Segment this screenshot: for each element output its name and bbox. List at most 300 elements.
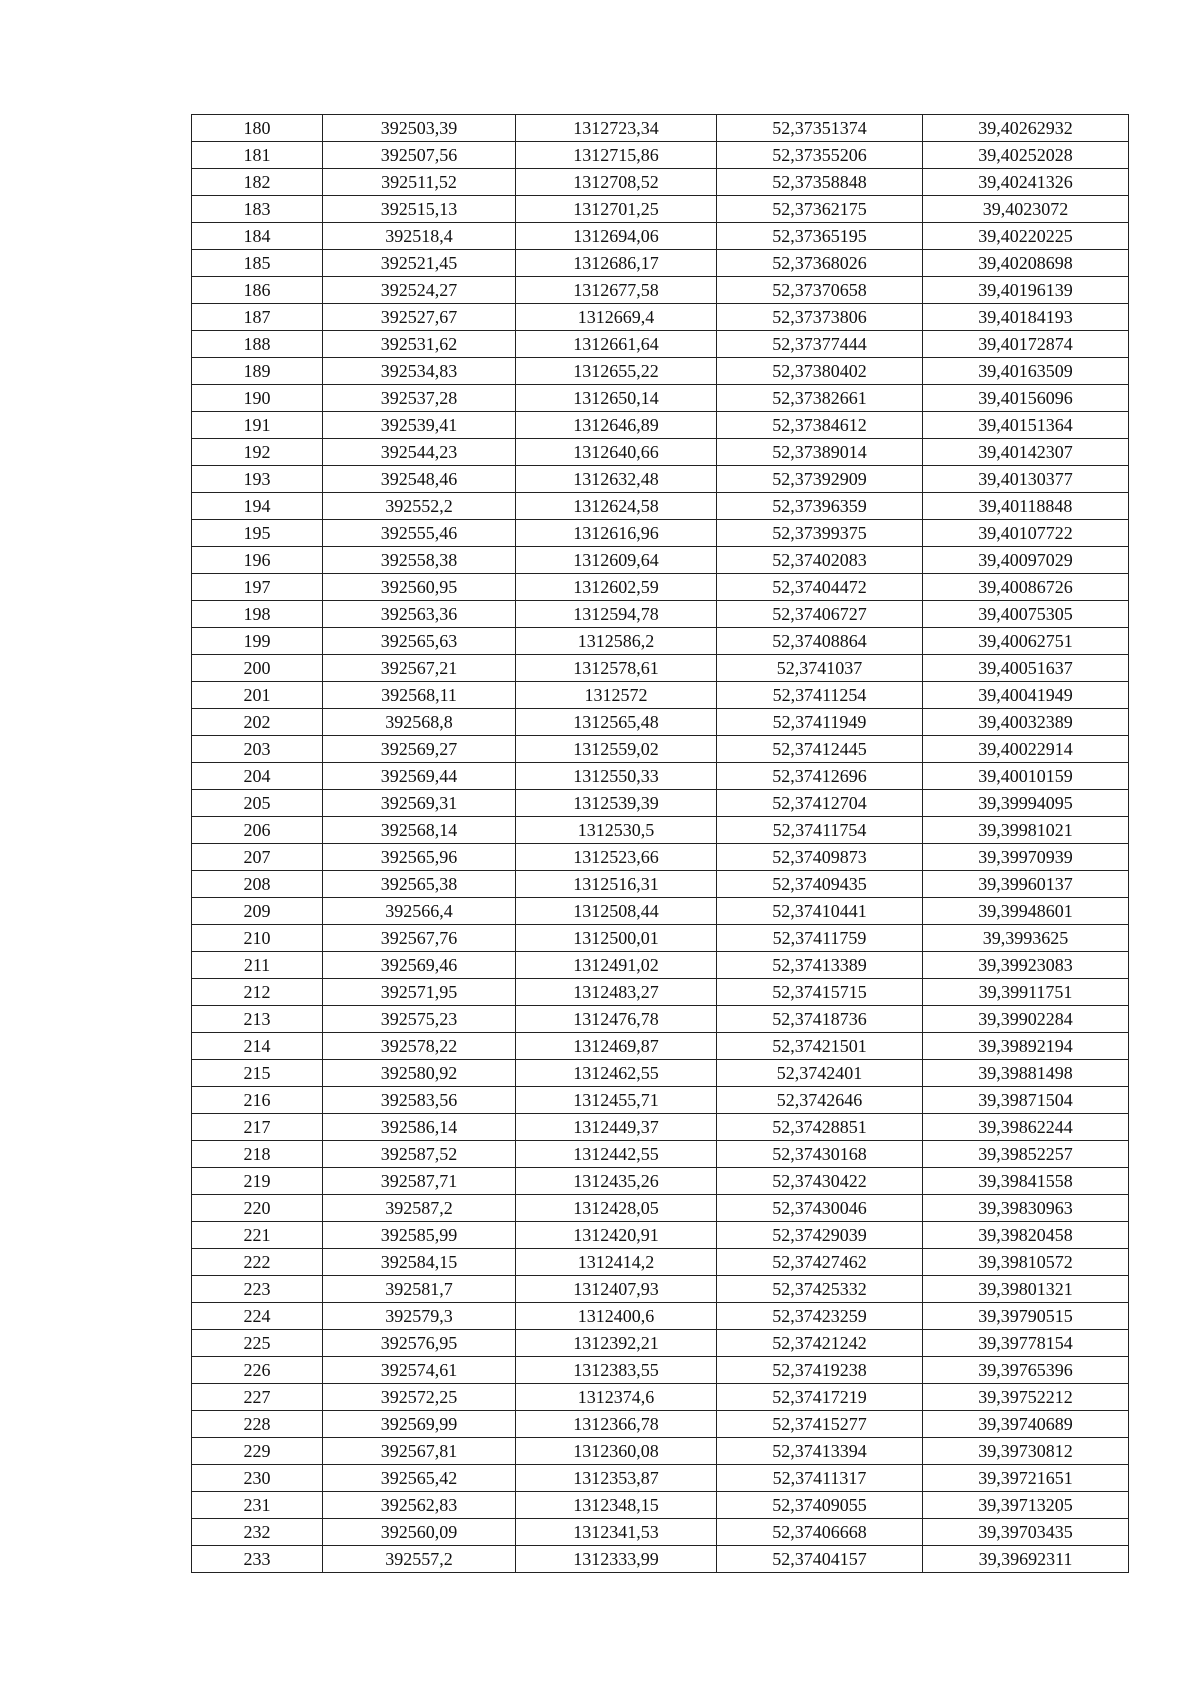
longitude-cell: 39,40163509: [923, 358, 1129, 385]
x-coordinate-cell: 392587,71: [323, 1168, 516, 1195]
latitude-cell: 52,37392909: [717, 466, 923, 493]
x-coordinate-cell: 392567,21: [323, 655, 516, 682]
table-row: [192, 1384, 1129, 1411]
longitude-cell: 39,40130377: [923, 466, 1129, 493]
latitude-cell: 52,37430046: [717, 1195, 923, 1222]
latitude-cell: 52,37423259: [717, 1303, 923, 1330]
point-number-cell: 209: [192, 898, 323, 925]
point-number-cell: 227: [192, 1384, 323, 1411]
longitude-cell: 39,39970939: [923, 844, 1129, 871]
longitude-cell: 39,40156096: [923, 385, 1129, 412]
longitude-cell: 39,39820458: [923, 1222, 1129, 1249]
latitude-cell: 52,37411754: [717, 817, 923, 844]
latitude-cell: 52,37419238: [717, 1357, 923, 1384]
point-number-cell: 217: [192, 1114, 323, 1141]
y-coordinate-cell: 1312374,6: [516, 1384, 717, 1411]
latitude-cell: 52,37358848: [717, 169, 923, 196]
point-number-cell: 193: [192, 466, 323, 493]
x-coordinate-cell: 392527,67: [323, 304, 516, 331]
latitude-cell: 52,37404472: [717, 574, 923, 601]
y-coordinate-cell: 1312462,55: [516, 1060, 717, 1087]
table-row: [192, 1087, 1129, 1114]
point-number-cell: 190: [192, 385, 323, 412]
longitude-cell: 39,39871504: [923, 1087, 1129, 1114]
latitude-cell: 52,37377444: [717, 331, 923, 358]
table-row: [192, 574, 1129, 601]
latitude-cell: 52,37427462: [717, 1249, 923, 1276]
y-coordinate-cell: 1312578,61: [516, 655, 717, 682]
latitude-cell: 52,37412704: [717, 790, 923, 817]
y-coordinate-cell: 1312414,2: [516, 1249, 717, 1276]
point-number-cell: 210: [192, 925, 323, 952]
point-number-cell: 232: [192, 1519, 323, 1546]
x-coordinate-cell: 392571,95: [323, 979, 516, 1006]
latitude-cell: 52,37413394: [717, 1438, 923, 1465]
y-coordinate-cell: 1312609,64: [516, 547, 717, 574]
x-coordinate-cell: 392563,36: [323, 601, 516, 628]
table-row: [192, 1168, 1129, 1195]
point-number-cell: 191: [192, 412, 323, 439]
table-row: [192, 439, 1129, 466]
point-number-cell: 230: [192, 1465, 323, 1492]
table-row: [192, 520, 1129, 547]
x-coordinate-cell: 392558,38: [323, 547, 516, 574]
x-coordinate-cell: 392581,7: [323, 1276, 516, 1303]
longitude-cell: 39,40075305: [923, 601, 1129, 628]
y-coordinate-cell: 1312539,39: [516, 790, 717, 817]
longitude-cell: 39,39862244: [923, 1114, 1129, 1141]
x-coordinate-cell: 392568,8: [323, 709, 516, 736]
point-number-cell: 195: [192, 520, 323, 547]
longitude-cell: 39,40086726: [923, 574, 1129, 601]
point-number-cell: 187: [192, 304, 323, 331]
point-number-cell: 181: [192, 142, 323, 169]
longitude-cell: 39,40142307: [923, 439, 1129, 466]
y-coordinate-cell: 1312646,89: [516, 412, 717, 439]
latitude-cell: 52,37355206: [717, 142, 923, 169]
latitude-cell: 52,37406727: [717, 601, 923, 628]
table-row: [192, 1033, 1129, 1060]
table-row: [192, 952, 1129, 979]
y-coordinate-cell: 1312523,66: [516, 844, 717, 871]
longitude-cell: 39,39810572: [923, 1249, 1129, 1276]
point-number-cell: 219: [192, 1168, 323, 1195]
point-number-cell: 229: [192, 1438, 323, 1465]
table-row: [192, 1195, 1129, 1222]
table-row: [192, 358, 1129, 385]
table-row: [192, 1222, 1129, 1249]
x-coordinate-cell: 392566,4: [323, 898, 516, 925]
x-coordinate-cell: 392584,15: [323, 1249, 516, 1276]
latitude-cell: 52,37382661: [717, 385, 923, 412]
table-row: [192, 493, 1129, 520]
point-number-cell: 208: [192, 871, 323, 898]
table-row: [192, 1411, 1129, 1438]
x-coordinate-cell: 392518,4: [323, 223, 516, 250]
x-coordinate-cell: 392507,56: [323, 142, 516, 169]
table-row: [192, 736, 1129, 763]
y-coordinate-cell: 1312491,02: [516, 952, 717, 979]
x-coordinate-cell: 392579,3: [323, 1303, 516, 1330]
longitude-cell: 39,39923083: [923, 952, 1129, 979]
table-row: [192, 331, 1129, 358]
table-row: [192, 1465, 1129, 1492]
point-number-cell: 184: [192, 223, 323, 250]
longitude-cell: 39,39994095: [923, 790, 1129, 817]
y-coordinate-cell: 1312624,58: [516, 493, 717, 520]
longitude-cell: 39,39948601: [923, 898, 1129, 925]
latitude-cell: 52,37429039: [717, 1222, 923, 1249]
latitude-cell: 52,3742401: [717, 1060, 923, 1087]
point-number-cell: 183: [192, 196, 323, 223]
point-number-cell: 205: [192, 790, 323, 817]
x-coordinate-cell: 392565,96: [323, 844, 516, 871]
latitude-cell: 52,37413389: [717, 952, 923, 979]
y-coordinate-cell: 1312602,59: [516, 574, 717, 601]
y-coordinate-cell: 1312632,48: [516, 466, 717, 493]
y-coordinate-cell: 1312360,08: [516, 1438, 717, 1465]
x-coordinate-cell: 392574,61: [323, 1357, 516, 1384]
table-row: [192, 1303, 1129, 1330]
latitude-cell: 52,37411254: [717, 682, 923, 709]
table-row: [192, 1276, 1129, 1303]
table-row: [192, 709, 1129, 736]
point-number-cell: 199: [192, 628, 323, 655]
longitude-cell: 39,40151364: [923, 412, 1129, 439]
y-coordinate-cell: 1312469,87: [516, 1033, 717, 1060]
latitude-cell: 52,37430422: [717, 1168, 923, 1195]
longitude-cell: 39,40220225: [923, 223, 1129, 250]
point-number-cell: 221: [192, 1222, 323, 1249]
longitude-cell: 39,39730812: [923, 1438, 1129, 1465]
table-row: [192, 385, 1129, 412]
latitude-cell: 52,37415715: [717, 979, 923, 1006]
x-coordinate-cell: 392562,83: [323, 1492, 516, 1519]
table-row: [192, 115, 1129, 142]
longitude-cell: 39,39892194: [923, 1033, 1129, 1060]
latitude-cell: 52,37370658: [717, 277, 923, 304]
y-coordinate-cell: 1312677,58: [516, 277, 717, 304]
point-number-cell: 206: [192, 817, 323, 844]
x-coordinate-cell: 392531,62: [323, 331, 516, 358]
latitude-cell: 52,37404157: [717, 1546, 923, 1573]
latitude-cell: 52,37409055: [717, 1492, 923, 1519]
y-coordinate-cell: 1312550,33: [516, 763, 717, 790]
table-row: [192, 1546, 1129, 1573]
longitude-cell: 39,39778154: [923, 1330, 1129, 1357]
latitude-cell: 52,37384612: [717, 412, 923, 439]
table-row: [192, 628, 1129, 655]
y-coordinate-cell: 1312572: [516, 682, 717, 709]
longitude-cell: 39,40208698: [923, 250, 1129, 277]
point-number-cell: 185: [192, 250, 323, 277]
y-coordinate-cell: 1312516,31: [516, 871, 717, 898]
table-row: [192, 1060, 1129, 1087]
point-number-cell: 218: [192, 1141, 323, 1168]
longitude-cell: 39,40041949: [923, 682, 1129, 709]
y-coordinate-cell: 1312455,71: [516, 1087, 717, 1114]
point-number-cell: 182: [192, 169, 323, 196]
longitude-cell: 39,39881498: [923, 1060, 1129, 1087]
y-coordinate-cell: 1312508,44: [516, 898, 717, 925]
point-number-cell: 215: [192, 1060, 323, 1087]
table-row: [192, 466, 1129, 493]
x-coordinate-cell: 392534,83: [323, 358, 516, 385]
x-coordinate-cell: 392555,46: [323, 520, 516, 547]
point-number-cell: 225: [192, 1330, 323, 1357]
table-row: [192, 682, 1129, 709]
point-number-cell: 223: [192, 1276, 323, 1303]
y-coordinate-cell: 1312701,25: [516, 196, 717, 223]
table-row: [192, 223, 1129, 250]
table-row: [192, 817, 1129, 844]
y-coordinate-cell: 1312353,87: [516, 1465, 717, 1492]
latitude-cell: 52,37421242: [717, 1330, 923, 1357]
latitude-cell: 52,37428851: [717, 1114, 923, 1141]
x-coordinate-cell: 392576,95: [323, 1330, 516, 1357]
table-row: [192, 1492, 1129, 1519]
y-coordinate-cell: 1312715,86: [516, 142, 717, 169]
table-row: [192, 1519, 1129, 1546]
table-row: [192, 1330, 1129, 1357]
x-coordinate-cell: 392524,27: [323, 277, 516, 304]
latitude-cell: 52,37362175: [717, 196, 923, 223]
latitude-cell: 52,37351374: [717, 115, 923, 142]
point-number-cell: 231: [192, 1492, 323, 1519]
latitude-cell: 52,37373806: [717, 304, 923, 331]
latitude-cell: 52,37396359: [717, 493, 923, 520]
point-number-cell: 196: [192, 547, 323, 574]
longitude-cell: 39,39752212: [923, 1384, 1129, 1411]
latitude-cell: 52,37412696: [717, 763, 923, 790]
y-coordinate-cell: 1312341,53: [516, 1519, 717, 1546]
latitude-cell: 52,3741037: [717, 655, 923, 682]
x-coordinate-cell: 392548,46: [323, 466, 516, 493]
table-row: [192, 763, 1129, 790]
point-number-cell: 211: [192, 952, 323, 979]
y-coordinate-cell: 1312708,52: [516, 169, 717, 196]
x-coordinate-cell: 392503,39: [323, 115, 516, 142]
table-row: [192, 1006, 1129, 1033]
latitude-cell: 52,37406668: [717, 1519, 923, 1546]
y-coordinate-cell: 1312476,78: [516, 1006, 717, 1033]
x-coordinate-cell: 392578,22: [323, 1033, 516, 1060]
latitude-cell: 52,37430168: [717, 1141, 923, 1168]
longitude-cell: 39,4023072: [923, 196, 1129, 223]
y-coordinate-cell: 1312442,55: [516, 1141, 717, 1168]
x-coordinate-cell: 392539,41: [323, 412, 516, 439]
table-row: [192, 547, 1129, 574]
y-coordinate-cell: 1312500,01: [516, 925, 717, 952]
y-coordinate-cell: 1312407,93: [516, 1276, 717, 1303]
point-number-cell: 216: [192, 1087, 323, 1114]
point-number-cell: 212: [192, 979, 323, 1006]
x-coordinate-cell: 392567,76: [323, 925, 516, 952]
longitude-cell: 39,39713205: [923, 1492, 1129, 1519]
latitude-cell: 52,37415277: [717, 1411, 923, 1438]
table-row: [192, 1249, 1129, 1276]
y-coordinate-cell: 1312449,37: [516, 1114, 717, 1141]
x-coordinate-cell: 392587,52: [323, 1141, 516, 1168]
y-coordinate-cell: 1312650,14: [516, 385, 717, 412]
y-coordinate-cell: 1312686,17: [516, 250, 717, 277]
point-number-cell: 200: [192, 655, 323, 682]
coordinates-table: [191, 114, 1129, 1573]
coordinates-table-body: [192, 115, 1129, 1573]
x-coordinate-cell: 392569,27: [323, 736, 516, 763]
longitude-cell: 39,40097029: [923, 547, 1129, 574]
longitude-cell: 39,39721651: [923, 1465, 1129, 1492]
point-number-cell: 194: [192, 493, 323, 520]
longitude-cell: 39,39902284: [923, 1006, 1129, 1033]
point-number-cell: 203: [192, 736, 323, 763]
y-coordinate-cell: 1312420,91: [516, 1222, 717, 1249]
table-row: [192, 655, 1129, 682]
longitude-cell: 39,39852257: [923, 1141, 1129, 1168]
point-number-cell: 233: [192, 1546, 323, 1573]
y-coordinate-cell: 1312661,64: [516, 331, 717, 358]
x-coordinate-cell: 392580,92: [323, 1060, 516, 1087]
latitude-cell: 52,37399375: [717, 520, 923, 547]
y-coordinate-cell: 1312669,4: [516, 304, 717, 331]
point-number-cell: 189: [192, 358, 323, 385]
x-coordinate-cell: 392565,63: [323, 628, 516, 655]
latitude-cell: 52,37410441: [717, 898, 923, 925]
point-number-cell: 188: [192, 331, 323, 358]
y-coordinate-cell: 1312348,15: [516, 1492, 717, 1519]
x-coordinate-cell: 392572,25: [323, 1384, 516, 1411]
point-number-cell: 222: [192, 1249, 323, 1276]
longitude-cell: 39,39981021: [923, 817, 1129, 844]
x-coordinate-cell: 392568,11: [323, 682, 516, 709]
x-coordinate-cell: 392568,14: [323, 817, 516, 844]
x-coordinate-cell: 392552,2: [323, 493, 516, 520]
x-coordinate-cell: 392569,46: [323, 952, 516, 979]
latitude-cell: 52,37411759: [717, 925, 923, 952]
x-coordinate-cell: 392565,38: [323, 871, 516, 898]
table-row: [192, 142, 1129, 169]
longitude-cell: 39,40051637: [923, 655, 1129, 682]
y-coordinate-cell: 1312366,78: [516, 1411, 717, 1438]
longitude-cell: 39,40062751: [923, 628, 1129, 655]
longitude-cell: 39,40241326: [923, 169, 1129, 196]
point-number-cell: 198: [192, 601, 323, 628]
x-coordinate-cell: 392569,44: [323, 763, 516, 790]
table-row: [192, 1114, 1129, 1141]
table-row: [192, 871, 1129, 898]
latitude-cell: 52,37408864: [717, 628, 923, 655]
y-coordinate-cell: 1312723,34: [516, 115, 717, 142]
point-number-cell: 186: [192, 277, 323, 304]
latitude-cell: 52,37418736: [717, 1006, 923, 1033]
longitude-cell: 39,39790515: [923, 1303, 1129, 1330]
y-coordinate-cell: 1312428,05: [516, 1195, 717, 1222]
point-number-cell: 201: [192, 682, 323, 709]
x-coordinate-cell: 392565,42: [323, 1465, 516, 1492]
table-row: [192, 1438, 1129, 1465]
longitude-cell: 39,40107722: [923, 520, 1129, 547]
longitude-cell: 39,39960137: [923, 871, 1129, 898]
table-row: [192, 1141, 1129, 1168]
longitude-cell: 39,40172874: [923, 331, 1129, 358]
latitude-cell: 52,37417219: [717, 1384, 923, 1411]
longitude-cell: 39,39692311: [923, 1546, 1129, 1573]
y-coordinate-cell: 1312333,99: [516, 1546, 717, 1573]
point-number-cell: 228: [192, 1411, 323, 1438]
y-coordinate-cell: 1312400,6: [516, 1303, 717, 1330]
latitude-cell: 52,37380402: [717, 358, 923, 385]
x-coordinate-cell: 392585,99: [323, 1222, 516, 1249]
latitude-cell: 52,37421501: [717, 1033, 923, 1060]
x-coordinate-cell: 392586,14: [323, 1114, 516, 1141]
longitude-cell: 39,39740689: [923, 1411, 1129, 1438]
longitude-cell: 39,40262932: [923, 115, 1129, 142]
longitude-cell: 39,39801321: [923, 1276, 1129, 1303]
longitude-cell: 39,40032389: [923, 709, 1129, 736]
point-number-cell: 224: [192, 1303, 323, 1330]
point-number-cell: 213: [192, 1006, 323, 1033]
table-row: [192, 925, 1129, 952]
y-coordinate-cell: 1312594,78: [516, 601, 717, 628]
y-coordinate-cell: 1312530,5: [516, 817, 717, 844]
x-coordinate-cell: 392569,99: [323, 1411, 516, 1438]
latitude-cell: 52,37409873: [717, 844, 923, 871]
y-coordinate-cell: 1312392,21: [516, 1330, 717, 1357]
longitude-cell: 39,39911751: [923, 979, 1129, 1006]
x-coordinate-cell: 392521,45: [323, 250, 516, 277]
latitude-cell: 52,37389014: [717, 439, 923, 466]
latitude-cell: 52,37368026: [717, 250, 923, 277]
table-row: [192, 898, 1129, 925]
longitude-cell: 39,40010159: [923, 763, 1129, 790]
x-coordinate-cell: 392511,52: [323, 169, 516, 196]
point-number-cell: 197: [192, 574, 323, 601]
y-coordinate-cell: 1312586,2: [516, 628, 717, 655]
longitude-cell: 39,39841558: [923, 1168, 1129, 1195]
latitude-cell: 52,37402083: [717, 547, 923, 574]
table-row: [192, 250, 1129, 277]
x-coordinate-cell: 392557,2: [323, 1546, 516, 1573]
x-coordinate-cell: 392567,81: [323, 1438, 516, 1465]
longitude-cell: 39,40118848: [923, 493, 1129, 520]
longitude-cell: 39,40252028: [923, 142, 1129, 169]
y-coordinate-cell: 1312655,22: [516, 358, 717, 385]
point-number-cell: 204: [192, 763, 323, 790]
longitude-cell: 39,39703435: [923, 1519, 1129, 1546]
longitude-cell: 39,39830963: [923, 1195, 1129, 1222]
point-number-cell: 192: [192, 439, 323, 466]
point-number-cell: 207: [192, 844, 323, 871]
table-row: [192, 1357, 1129, 1384]
latitude-cell: 52,3742646: [717, 1087, 923, 1114]
y-coordinate-cell: 1312559,02: [516, 736, 717, 763]
latitude-cell: 52,37409435: [717, 871, 923, 898]
longitude-cell: 39,3993625: [923, 925, 1129, 952]
y-coordinate-cell: 1312640,66: [516, 439, 717, 466]
table-row: [192, 196, 1129, 223]
x-coordinate-cell: 392560,95: [323, 574, 516, 601]
point-number-cell: 214: [192, 1033, 323, 1060]
table-row: [192, 979, 1129, 1006]
x-coordinate-cell: 392544,23: [323, 439, 516, 466]
latitude-cell: 52,37425332: [717, 1276, 923, 1303]
y-coordinate-cell: 1312616,96: [516, 520, 717, 547]
x-coordinate-cell: 392583,56: [323, 1087, 516, 1114]
table-row: [192, 844, 1129, 871]
latitude-cell: 52,37412445: [717, 736, 923, 763]
longitude-cell: 39,40022914: [923, 736, 1129, 763]
latitude-cell: 52,37365195: [717, 223, 923, 250]
